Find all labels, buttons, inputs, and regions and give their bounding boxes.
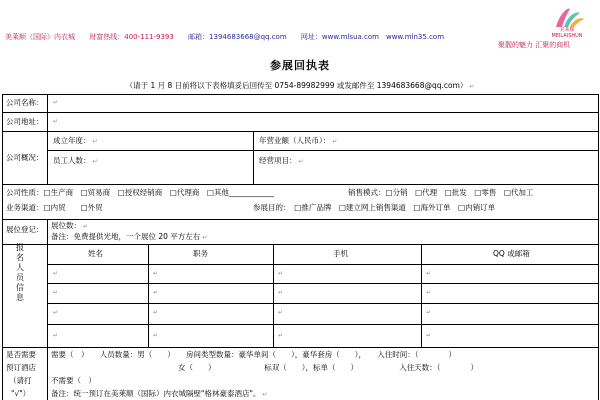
column-mobile: 手机 bbox=[333, 249, 348, 258]
staff-cell[interactable]: ↵ bbox=[426, 332, 432, 339]
instruction-note: （请于 1 月 8 日前将以下表格填妥后回传至 0754-89982999 或发邮件至 1394683668@qq.com） ↵ bbox=[125, 81, 475, 90]
employees-field[interactable]: 员工人数： ↵ bbox=[53, 156, 98, 165]
company-address-label: 公司地址： bbox=[6, 117, 44, 126]
founded-field[interactable]: 成立年度： ↵ bbox=[53, 136, 98, 145]
staff-cell[interactable]: ↵ bbox=[426, 309, 432, 316]
overview-label: 公司概况： bbox=[6, 153, 44, 162]
page-title: 参展回执表 bbox=[270, 59, 330, 72]
staff-cell[interactable]: ↵ bbox=[278, 270, 284, 277]
staff-cell[interactable]: ↵ bbox=[53, 270, 59, 277]
contact-line bbox=[5, 32, 456, 42]
staff-cell[interactable]: ↵ bbox=[53, 289, 59, 296]
staff-cell[interactable]: ↵ bbox=[53, 309, 59, 316]
hotel-label-4: "√"） bbox=[11, 389, 31, 398]
hotel-label-1: 是否需要 bbox=[6, 350, 36, 359]
staff-cell[interactable]: ↵ bbox=[278, 309, 284, 316]
letterhead bbox=[0, 0, 600, 52]
column-position: 职务 bbox=[193, 249, 208, 258]
hotel-label-3: （请打 bbox=[9, 376, 32, 385]
staff-cell[interactable]: ↵ bbox=[153, 289, 159, 296]
staff-cell[interactable]: ↵ bbox=[53, 332, 59, 339]
booth-note: 备注：免费提供光地，一个展位 20 平方左右 ↵ bbox=[51, 232, 208, 241]
business-field[interactable]: 经营项目： ↵ bbox=[259, 156, 304, 165]
logo-caption: 美莱顺 MEILAISHUN bbox=[551, 27, 583, 39]
staff-cell[interactable]: ↵ bbox=[153, 309, 159, 316]
staff-cell[interactable]: ↵ bbox=[426, 270, 432, 277]
business-channel-options[interactable]: 业务渠道：□内贸 □外贸 bbox=[6, 203, 103, 212]
column-name: 姓名 bbox=[88, 249, 103, 258]
company-name: 美莱顺（国际）内衣城 bbox=[5, 33, 75, 41]
hotel-label-2: 预订酒店 bbox=[6, 363, 36, 372]
staff-info-label: 报名人员信息 bbox=[16, 243, 24, 302]
staff-cell[interactable]: ↵ bbox=[426, 289, 432, 296]
company-address-field[interactable]: ↵ bbox=[53, 118, 59, 125]
revenue-field[interactable]: 年营业额（人民币）： ↵ bbox=[259, 136, 338, 145]
hotline: 财富热线：400-111-9393 bbox=[89, 33, 174, 41]
hotel-need-line[interactable]: 需要（ ） 人员数量：男（ ） 房间类型数量：豪华单间（ ），豪华套房（ ）， 入住时间：（ ） bbox=[51, 350, 456, 359]
website-link[interactable]: 网址：www.mlsua.com www.mln35.com bbox=[300, 33, 445, 41]
company-name-label: 公司名称： bbox=[6, 98, 44, 107]
slogan: 聚靓的魅力 汇聚的商机 bbox=[498, 41, 571, 49]
hotel-no-need[interactable]: 不需要（ ） bbox=[51, 376, 96, 385]
staff-cell[interactable]: ↵ bbox=[153, 332, 159, 339]
column-qq-email: QQ 或邮箱 bbox=[493, 249, 530, 258]
booth-label: 展位登记： bbox=[6, 225, 44, 234]
hotel-female-line[interactable]: 女（ ） 标双（ ），标单（ ） 入住天数：（ ） bbox=[178, 363, 478, 372]
email-link[interactable]: 邮箱：1394683668@qq.com bbox=[188, 33, 287, 41]
staff-cell[interactable]: ↵ bbox=[278, 332, 284, 339]
exhibit-purpose-options[interactable]: 参展目的： □推广品牌 □建立网上销售渠道 □海外订单 □内销订单 bbox=[253, 203, 496, 212]
company-nature-options[interactable]: 公司性质：□生产商 □贸易商 □授权经销商 □代理商 □其他____________ bbox=[6, 188, 274, 197]
hotel-remark: 备注：统一预订在美莱顺（国际）内衣城隔壁"格林豪泰酒店"。 ↵ bbox=[51, 389, 268, 398]
staff-cell[interactable]: ↵ bbox=[153, 270, 159, 277]
booth-count-field[interactable]: 展位数： ↵ bbox=[51, 221, 89, 230]
registration-form bbox=[2, 94, 599, 400]
staff-cell[interactable]: ↵ bbox=[278, 289, 284, 296]
sales-mode-options[interactable]: 销售模式：□分销 □代理 □批发 □零售 □代加工 bbox=[348, 188, 534, 197]
company-name-field[interactable]: ↵ bbox=[53, 99, 59, 106]
